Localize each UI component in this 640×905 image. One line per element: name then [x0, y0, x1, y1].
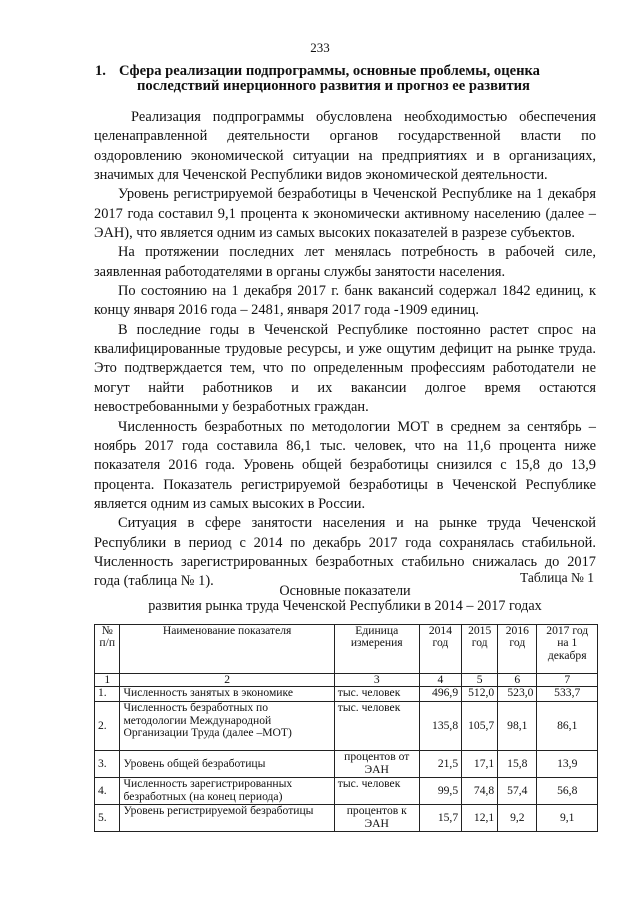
table-caption-line-2: развития рынка труда Чеченской Республики в 2014 – 2017 годах — [148, 597, 542, 614]
paragraph: Уровень регистрируемой безработицы в Чеченской Республике на 1 декабря 2017 года составил 9,1 процента к экономически активному населению (далее – ЭАН), что является одним из самых высоких показателей в разрезе субъектов. — [94, 186, 596, 242]
table-row — [95, 778, 598, 805]
value-2017: 86,1 — [537, 702, 598, 751]
row-number: 3. — [95, 751, 120, 778]
header-2014: 2014 год — [419, 625, 461, 674]
row-number: 2. — [95, 702, 120, 751]
table-row — [95, 687, 598, 702]
table-caption — [94, 584, 596, 613]
page-number: 233 — [310, 40, 330, 55]
section-title-line-1: Сфера реализации подпрограммы, основные проблемы, оценка — [119, 63, 540, 79]
paragraph: Численность безработных по методологии МОТ в среднем за сентябрь – ноябрь 2017 года составила 86,1 тыс. человек, что на 11,6 процента ниже показателя 2016 года. Уровень общей безработицы снизился с 15,8 до 13,9 процента. Показатель регистрируемой безработицы в Чеченской Республике является одним из самых высоких в России. — [94, 418, 596, 512]
value-2014: 135,8 — [419, 702, 461, 751]
column-number-row — [95, 674, 598, 687]
body-text — [94, 108, 596, 592]
unit: тыс. человек — [334, 702, 419, 751]
indicator-name: Уровень регистрируемой безработицы — [120, 805, 334, 832]
header-unit: Единица измерения — [334, 625, 419, 674]
unit: процентов к ЭАН — [334, 805, 419, 832]
value-2016: 15,8 — [498, 751, 537, 778]
value-2016: 57,4 — [498, 778, 537, 805]
paragraph: Реализация подпрограммы обусловлена необходимостью обеспечения целенаправленной деятельности органов государственной власти по оздоровлению экономической ситуации на предприятиях и в организациях, значимых для Чеченской Республики видов экономической деятельности. — [94, 109, 596, 184]
header-num: № п/п — [95, 625, 120, 674]
value-2014: 21,5 — [419, 751, 461, 778]
column-number: 5 — [462, 674, 498, 687]
value-2015: 74,8 — [462, 778, 498, 805]
column-number: 1 — [95, 674, 120, 687]
section-title-line-2: последствий инерционного развития и прогноз ее развития — [137, 78, 530, 94]
value-2017: 533,7 — [537, 687, 598, 702]
table-label: Таблица № 1 — [520, 570, 594, 585]
table-row — [95, 751, 598, 778]
value-2016: 9,2 — [498, 805, 537, 832]
unit: тыс. человек — [334, 687, 419, 702]
table-caption-line-1: Основные показатели — [279, 583, 411, 599]
value-2017: 9,1 — [537, 805, 598, 832]
table-row — [95, 805, 598, 832]
value-2015: 17,1 — [462, 751, 498, 778]
value-2015: 512,0 — [462, 687, 498, 702]
unit: процентов от ЭАН — [334, 751, 419, 778]
indicator-name: Численность безработных по методологии Международной Организации Труда (далее –МОТ) — [120, 702, 334, 751]
table-header-row — [95, 625, 598, 674]
column-number: 6 — [498, 674, 537, 687]
unit: тыс. человек — [334, 778, 419, 805]
row-number: 4. — [95, 778, 120, 805]
header-2017: 2017 год на 1 декабря — [537, 625, 598, 674]
value-2017: 56,8 — [537, 778, 598, 805]
column-number: 3 — [334, 674, 419, 687]
table-row — [95, 702, 598, 751]
header-2015: 2015 год — [462, 625, 498, 674]
value-2014: 99,5 — [419, 778, 461, 805]
value-2016: 98,1 — [498, 702, 537, 751]
paragraph: В последние годы в Чеченской Республике постоянно растет спрос на квалифицированные трудовые ресурсы, и уже ощутим дефицит на рынке труда. Это подтверждается тем, что по определенным профессиям работодатели не могут найти работников и их вакансии долгое время остаются невостребованными у безработных граждан. — [94, 321, 596, 416]
paragraph: По состоянию на 1 декабря 2017 г. банк вакансий содержал 1842 единиц, к концу января 2016 года – 2481, января 2017 года -1909 единиц. — [94, 283, 596, 319]
column-number: 2 — [120, 674, 334, 687]
labor-market-table — [94, 624, 598, 832]
paragraph: Ситуация в сфере занятости населения и на рынке труда Чеченской Республики в период с 2014 по декабрь 2017 года сохранялась стабильной. Численность зарегистрированных безработных стабильно снижалась до 2017 года (таблица № 1). — [94, 515, 596, 590]
row-number: 5. — [95, 805, 120, 832]
header-2016: 2016 год — [498, 625, 537, 674]
paragraph: На протяжении последних лет менялась потребность в рабочей силе, заявленная работодателями в органы службы занятости населения. — [94, 244, 596, 280]
header-name: Наименование показателя — [120, 625, 334, 674]
value-2015: 12,1 — [462, 805, 498, 832]
value-2016: 523,0 — [498, 687, 537, 702]
indicator-name: Уровень общей безработицы — [120, 751, 334, 778]
indicator-name: Численность занятых в экономике — [120, 687, 334, 702]
value-2015: 105,7 — [462, 702, 498, 751]
section-number: 1. — [95, 63, 106, 79]
indicator-name: Численность зарегистрированных безработных (на конец периода) — [120, 778, 334, 805]
row-number: 1. — [95, 687, 120, 702]
value-2017: 13,9 — [537, 751, 598, 778]
value-2014: 496,9 — [419, 687, 461, 702]
column-number: 7 — [537, 674, 598, 687]
value-2014: 15,7 — [419, 805, 461, 832]
column-number: 4 — [419, 674, 461, 687]
